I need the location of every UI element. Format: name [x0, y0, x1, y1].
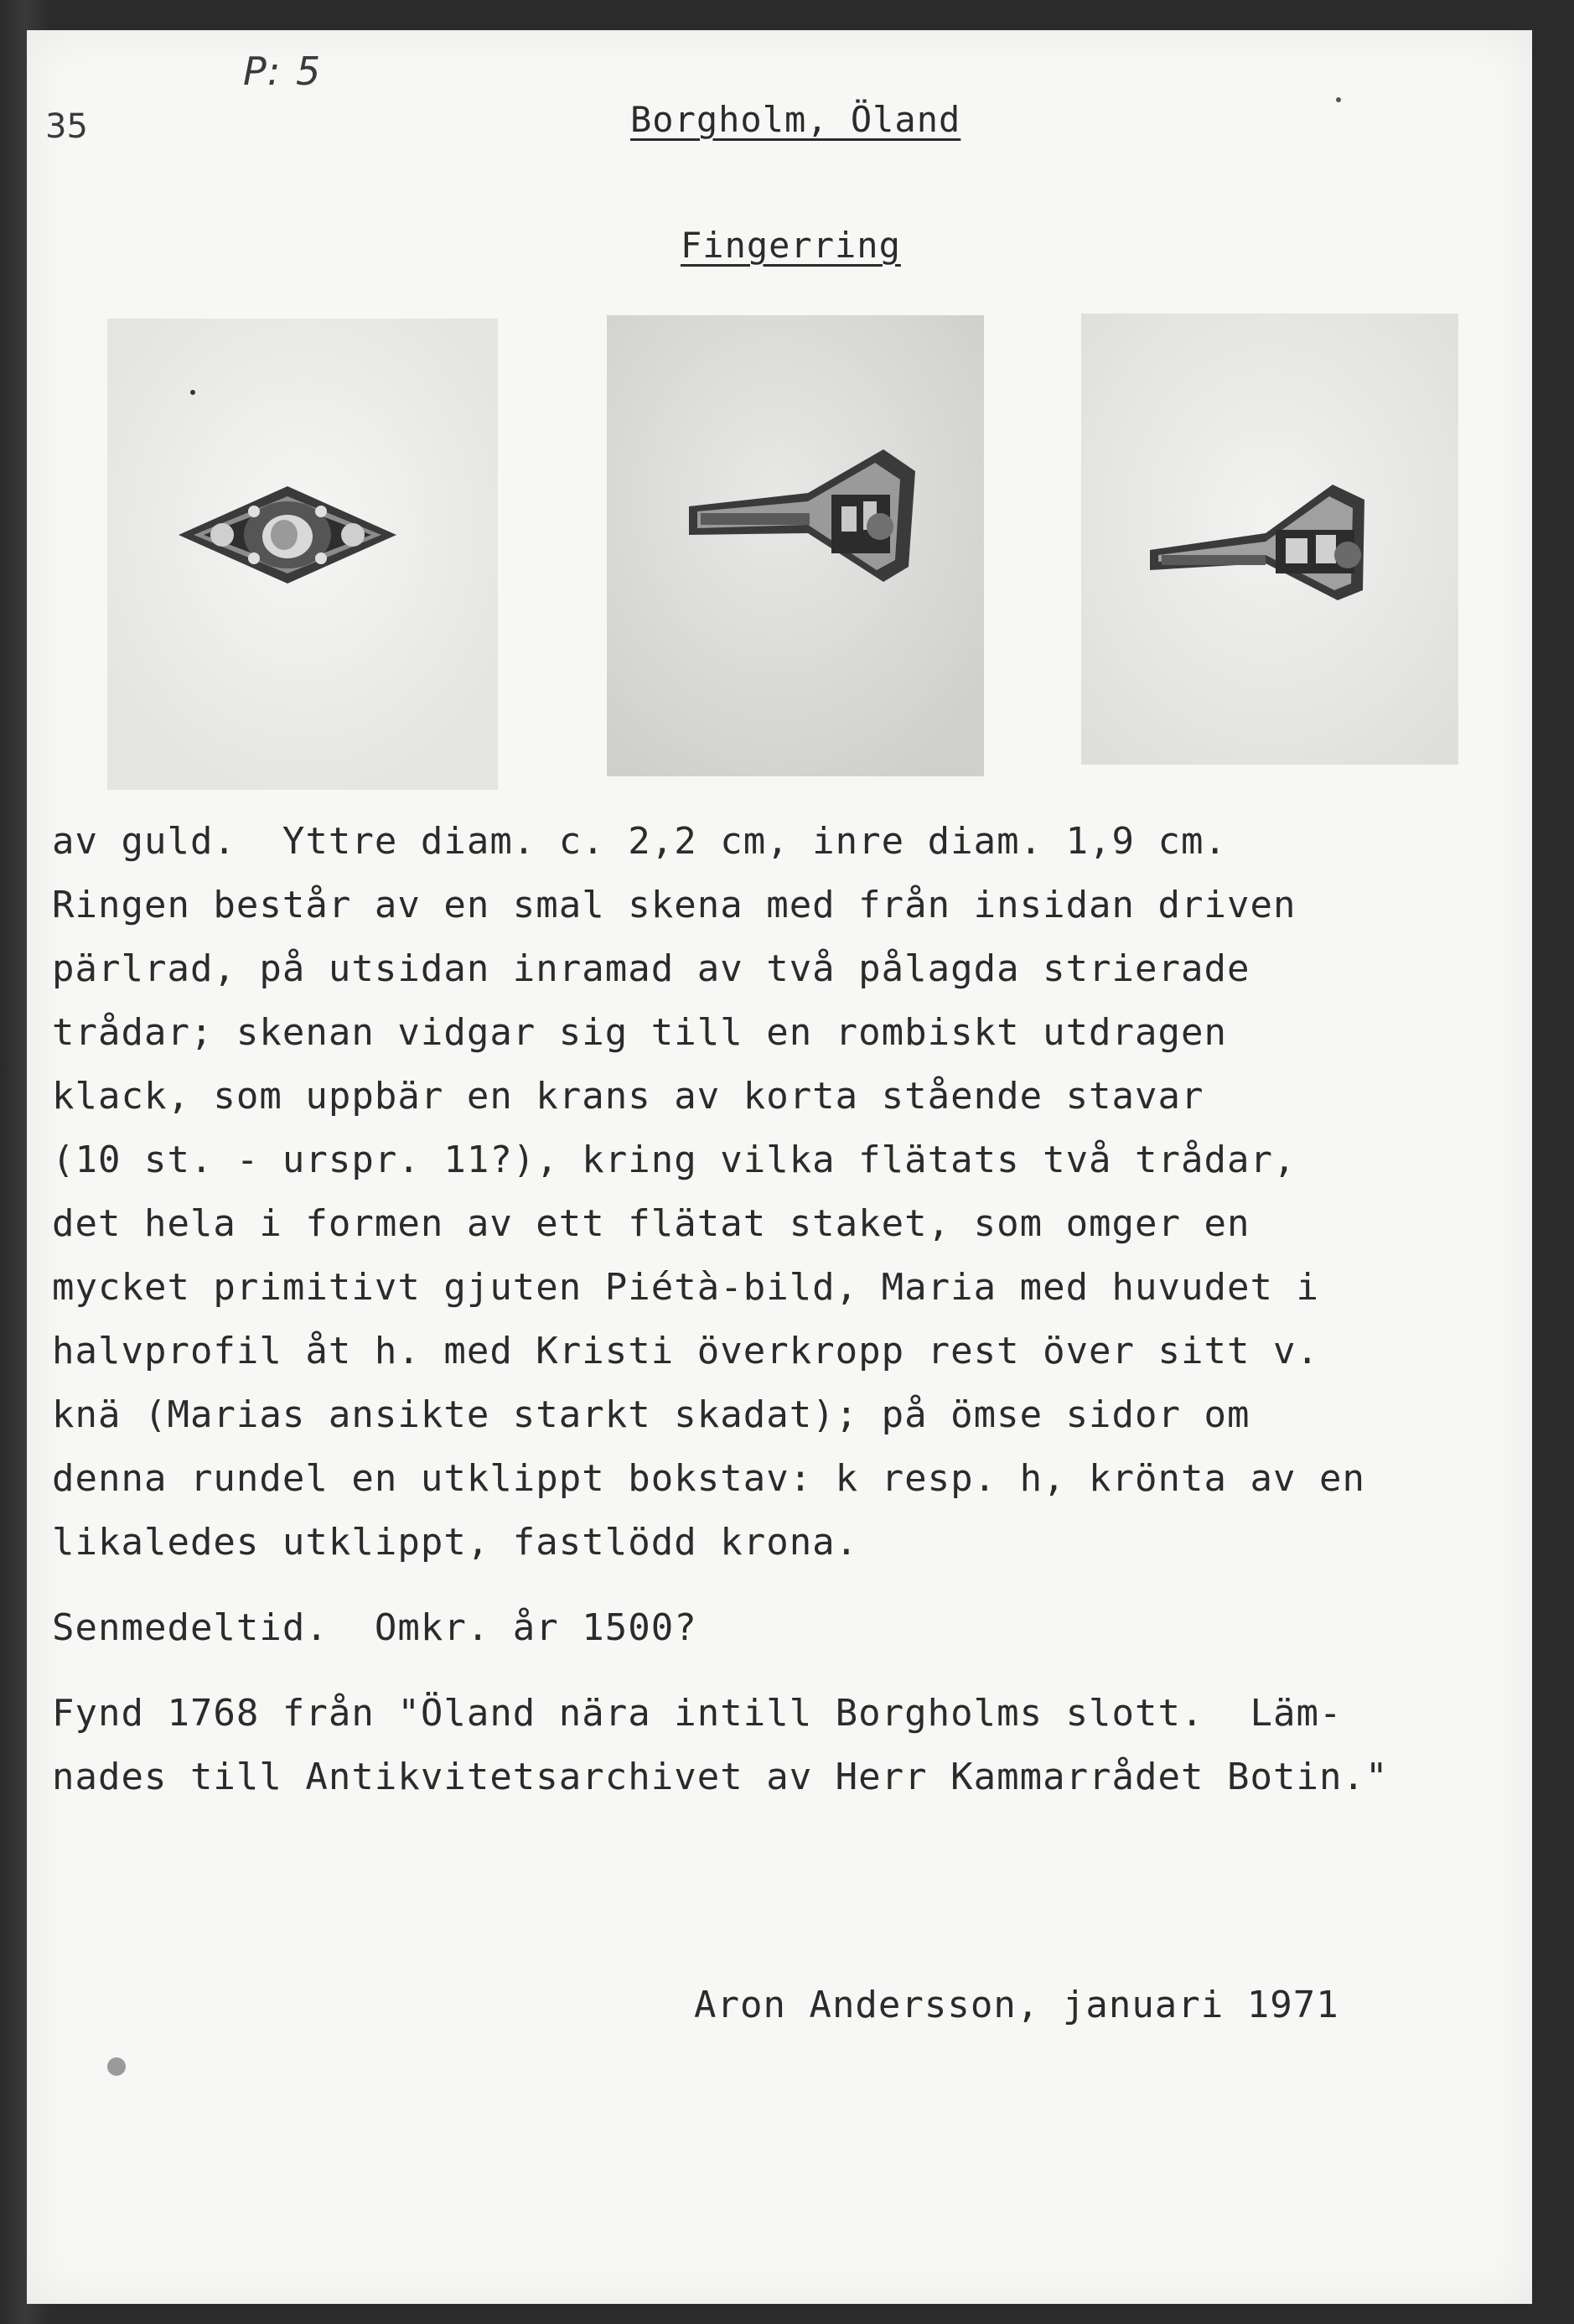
provenance-line: nades till Antikvitetsarchivet av Herr Kammarrådet Botin.": [52, 1756, 1389, 1798]
provenance-line: Fynd 1768 från "Öland nära intill Borgholms slott. Läm-: [52, 1692, 1343, 1735]
ring-photo-side-right: [1081, 314, 1458, 765]
description-line: (10 st. - urspr. 11?), kring vilka flätats två trådar,: [52, 1139, 1297, 1181]
description-line: knä (Marias ansikte starkt skadat); på ömse sidor om: [52, 1393, 1250, 1436]
ring-photo-side-left: [607, 315, 984, 776]
description-line: trådar; skenan vidgar sig till en rombiskt utdragen: [52, 1011, 1228, 1054]
ring-photo-front: [107, 319, 498, 790]
description-line: mycket primitivt gjuten Piétà-bild, Maria med huvudet i: [52, 1266, 1319, 1309]
description-line: denna rundel en utklippt bokstav: k resp. h, krönta av en: [52, 1457, 1365, 1500]
dating-line: Senmedeltid. Omkr. år 1500?: [52, 1606, 697, 1649]
card-number: 35: [45, 107, 88, 146]
author-signature: Aron Andersson, januari 1971: [694, 1984, 1339, 2026]
description-line: av guld. Yttre diam. c. 2,2 cm, inre diam. 1,9 cm.: [52, 820, 1228, 863]
paper-spot: [107, 2057, 126, 2076]
description-line: Ringen består av en smal skena med från insidan driven: [52, 884, 1297, 926]
object-heading: Fingerring: [681, 225, 901, 266]
description-line: det hela i formen av ett flätat staket, som omger en: [52, 1202, 1250, 1245]
description-line: pärlrad, på utsidan inramad av två pålagda strierade: [52, 947, 1250, 990]
paper-spot: [1336, 97, 1341, 102]
catalog-card: [27, 30, 1532, 2304]
corner-note: P: 5: [243, 49, 323, 94]
description-line: halvprofil åt h. med Kristi överkropp rest över sitt v.: [52, 1330, 1319, 1372]
place-heading: Borgholm, Öland: [630, 99, 961, 140]
description-line: likaledes utklippt, fastlödd krona.: [52, 1521, 859, 1564]
description-line: klack, som uppbär en krans av korta stående stavar: [52, 1075, 1204, 1118]
